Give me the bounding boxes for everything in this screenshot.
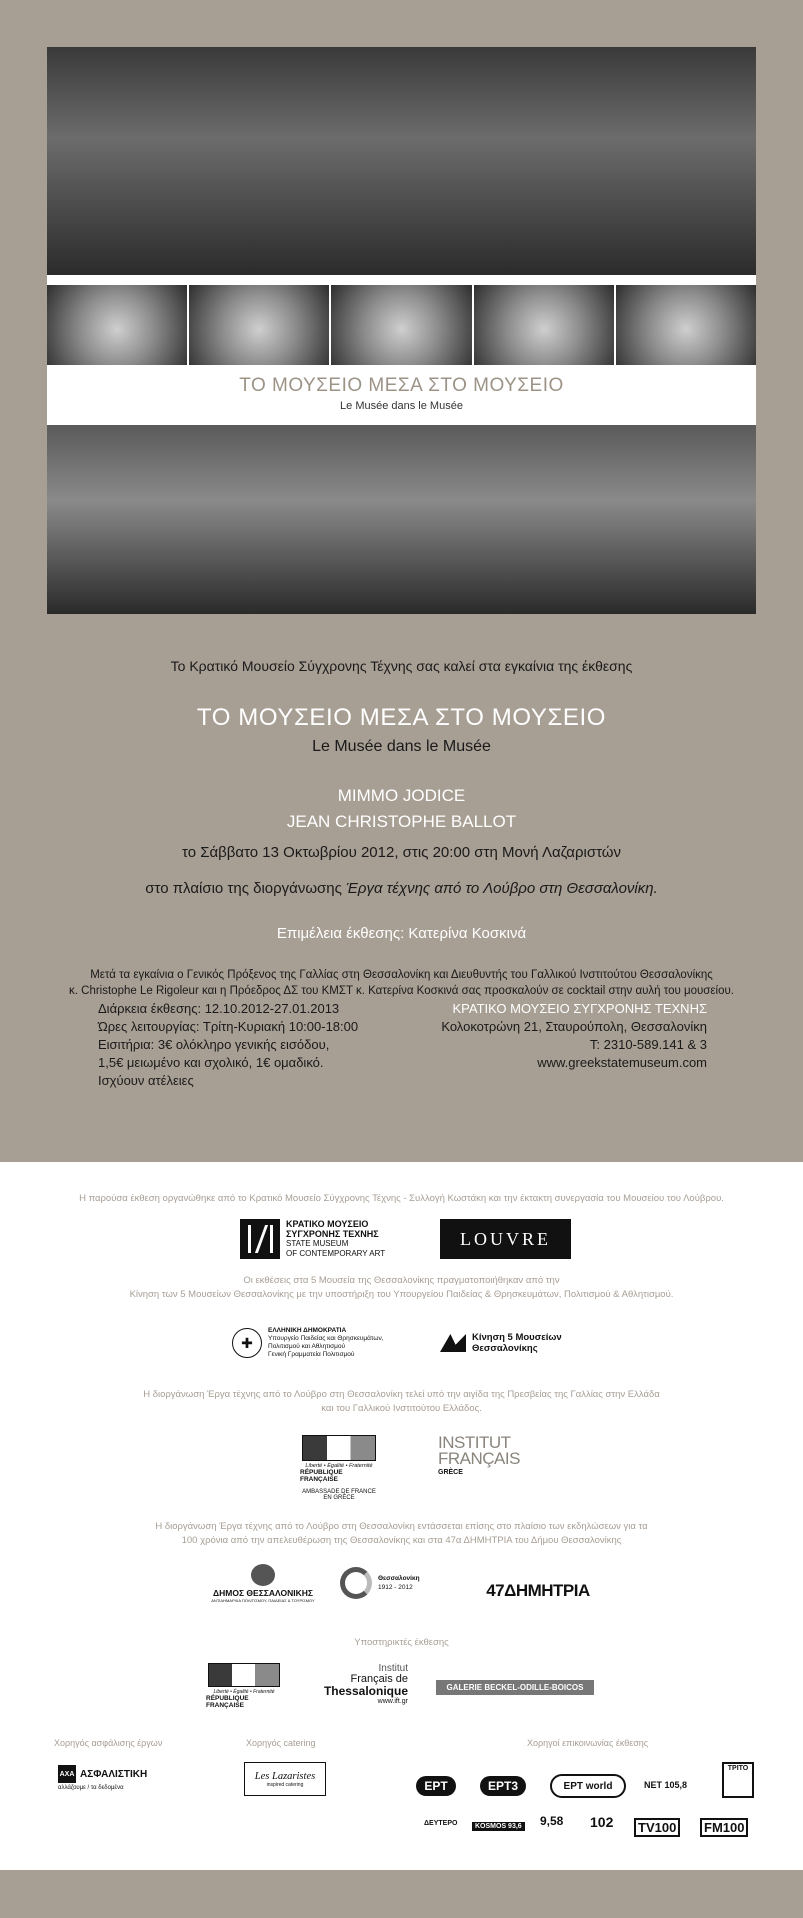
net-logo: NET 105,8 bbox=[644, 1780, 688, 1790]
trito-logo: ΤΡΙΤΟ bbox=[722, 1762, 754, 1798]
museum-website[interactable]: www.greekstatemuseum.com bbox=[537, 1055, 707, 1070]
museums-note: Οι εκθέσεις στα 5 Μουσεία της Θεσσαλονίκης πραγματοποιήθηκαν από την Κίνηση των 5 Μουσείων Θεσσαλονίκης με την υποστήριξη του Υπουργείου Παιδείας & Θρησκευμάτων, Πολιτισμού & Αθλητισμού. bbox=[129, 1275, 674, 1300]
axa-mark-icon: AXA bbox=[58, 1765, 76, 1783]
artist-name: MIMMO JODICE bbox=[337, 786, 466, 805]
anniversary-note: Η διοργάνωση Έργα τέχνης από το Λούβρο στη Θεσσαλονίκη εντάσσεται επίσης στο πλαίσιο των εκδηλώσεων για τα 100 χρόνια από την απελευθέρωση της Θεσσαλονίκης και στα 47α ΔΗΜΗΤΡΙΑ του Δήμου Θεσσαλονίκης bbox=[155, 1521, 648, 1546]
thessaloniki-2012-logo: Θεσσαλονίκη 1912 - 2012 bbox=[340, 1562, 440, 1604]
ministry-logo: ✚ ΕΛΛΗΝΙΚΗ ΔΗΜΟΚΡΑΤΙΑ Υπουργείο Παιδείας και Θρησκευμάτων, Πολιτισμού και Αθλητισμού Γενική Γραμματεία Πολιτισμού bbox=[232, 1326, 392, 1360]
dimos-logo: ΔΗΜΟΣ ΘΕΣΣΑΛΟΝΙΚΗΣ ΑΝΤΙΔΗΜΑΡΧΙΑ ΠΟΛΙΤΙΣΜΟΥ, ΠΑΙΔΕΙΑΣ & ΤΟΥΡΙΣΜΟΥ bbox=[206, 1560, 320, 1606]
portrait bbox=[474, 285, 616, 365]
museum-address: Κολοκοτρώνη 21, Σταυρούπολη, Θεσσαλονίκη bbox=[441, 1019, 707, 1034]
galerie-logo: GALERIE BECKEL-ODILLE-BOICOS bbox=[436, 1680, 594, 1695]
institut-francais-logo: INSTITUT FRANÇAIS GRÈCE bbox=[438, 1432, 520, 1476]
embassy-logo: Liberté • Égalité • Fraternité RÉPUBLIQUE FRANÇAISE AMBASSADE DE FRANCE EN GRÈCE bbox=[300, 1434, 378, 1502]
vault-photo bbox=[47, 47, 756, 275]
kmst-logo bbox=[240, 1217, 400, 1261]
five-museums-mark-icon bbox=[440, 1334, 466, 1352]
lazaristes-logo: Les Lazaristes inspired catering bbox=[244, 1762, 326, 1796]
portrait bbox=[47, 285, 189, 365]
opening-hours: Ώρες λειτουργίας: Τρίτη-Κυριακή 10:00-18:00 bbox=[98, 1019, 359, 1034]
portrait-strip bbox=[47, 285, 756, 365]
kmst-logo-text: OF CONTEMPORARY ART bbox=[286, 1249, 386, 1258]
hero-title: ΤΟ ΜΟΥΣΕΙΟ ΜΕΣΑ ΣΤΟ ΜΟΥΣΕΙΟ bbox=[239, 375, 564, 396]
supporters-label: Υποστηρικτές έκθεσης bbox=[354, 1637, 449, 1648]
axa-logo: AXA ΑΣΦΑΛΙΣΤΙΚΗ αλλάζουμε / τα δεδομένα bbox=[58, 1762, 162, 1794]
admission: Ισχύουν ατέλειες bbox=[98, 1073, 194, 1088]
duration: Διάρκεια έκθεσης: 12.10.2012-27.01.2013 bbox=[98, 1001, 340, 1016]
exhibition-title: ΤΟ ΜΟΥΣΕΙΟ ΜΕΣΑ ΣΤΟ ΜΟΥΣΕΙΟ bbox=[196, 704, 607, 731]
reception-text: Μετά τα εγκαίνια ο Γενικός Πρόξενος της Γαλλίας στη Θεσσαλονίκη και Διευθυντής του Γαλλικού Ινστιτούτου Θεσσαλονίκης bbox=[90, 969, 713, 981]
hero-subtitle: Le Musée dans le Musée bbox=[340, 400, 463, 412]
exhibition-subtitle: Le Musée dans le Musée bbox=[312, 738, 491, 755]
kmst-mark-icon bbox=[240, 1219, 280, 1259]
hero-image bbox=[47, 47, 756, 614]
ert-logo: ΕΡΤ bbox=[416, 1776, 456, 1796]
catering-label: Χορηγός catering bbox=[246, 1738, 316, 1748]
kosmos-logo: KOSMOS 93,6 bbox=[472, 1822, 525, 1831]
kmst-logo-text: ΚΡΑΤΙΚΟ ΜΟΥΣΕΙΟ bbox=[286, 1219, 369, 1229]
fm100-logo: FM100 bbox=[700, 1818, 748, 1837]
greek-emblem-icon: ✚ bbox=[232, 1328, 262, 1358]
admission: 1,5€ μειωμένο και σχολικό, 1€ ομαδικό. bbox=[98, 1055, 324, 1070]
opening-date: το Σάββατο 13 Οκτωβρίου 2012, στις 20:00 στη Μονή Λαζαριστών bbox=[181, 844, 622, 861]
thessaloniki-mark-icon bbox=[340, 1567, 372, 1599]
reception-text: κ. Christophe Le Rigoleur και η Πρόεδρος ΔΣ του ΚΜΣΤ κ. Κατερίνα Κοσκινά σας προσκαλούν σε cocktail στην αυλή του μουσείου. bbox=[69, 985, 734, 997]
alexander-head-icon bbox=[251, 1564, 275, 1586]
museum-name: ΚΡΑΤΙΚΟ ΜΟΥΣΕΙΟ ΣΥΓΧΡΟΝΗΣ ΤΕΧΝΗΣ bbox=[452, 1001, 707, 1016]
invite-intro: Το Κρατικό Μουσείο Σύγχρονης Τέχνης σας καλεί στα εγκαίνια της έκθεσης bbox=[170, 658, 633, 674]
radio102-logo: 102 bbox=[590, 1814, 614, 1830]
ert3-logo: ΕΡΤ3 bbox=[480, 1776, 526, 1796]
footer-band bbox=[0, 1870, 803, 1918]
marianne-icon bbox=[302, 1435, 376, 1461]
louvre-logo: LOUVRE bbox=[440, 1219, 571, 1259]
portrait bbox=[616, 285, 756, 365]
visitor-info bbox=[98, 1000, 358, 1090]
title-band bbox=[47, 365, 756, 425]
republique-francaise-logo: Liberté • Égalité • Fraternité RÉPUBLIQUE FRANÇAISE bbox=[206, 1662, 282, 1710]
opening-context: στο πλαίσιο της διοργάνωσης Έργα τέχνης από το Λούβρο στη Θεσσαλονίκη. bbox=[145, 880, 658, 897]
insurance-label: Χορηγός ασφάλισης έργων bbox=[54, 1738, 163, 1748]
artist-name: JEAN CHRISTOPHE BALLOT bbox=[286, 812, 517, 831]
admission: Εισιτήρια: 3€ ολόκληρο γενικής εισόδου, bbox=[98, 1037, 330, 1052]
tv100-logo: TV100 bbox=[634, 1818, 680, 1837]
radio958-logo: 9,58 bbox=[540, 1814, 564, 1828]
ert-world-logo: ΕΡΤ world bbox=[550, 1774, 626, 1798]
portrait bbox=[331, 285, 473, 365]
portrait bbox=[189, 285, 331, 365]
museum-contact bbox=[441, 1000, 707, 1072]
deftero-logo: ΔΕΥΤΕΡΟ bbox=[424, 1820, 458, 1827]
gallery-photo bbox=[47, 425, 756, 614]
patronage-note: Η διοργάνωση Έργα τέχνης από το Λούβρο στη Θεσσαλονίκη τελεί υπό την αιγίδα της Πρεσβείας της Γαλλίας στην Ελλάδα και του Γαλλικού Ινστιτούτου Ελλάδος. bbox=[143, 1389, 660, 1414]
curator: Επιμέλεια έκθεσης: Κατερίνα Κοσκινά bbox=[276, 925, 527, 942]
ift-logo: Institut Français de Thessalonique www.ift.gr bbox=[323, 1663, 408, 1705]
organizer-note: Η παρούσα έκθεση οργανώθηκε από το Κρατικό Μουσείο Σύγχρονης Τέχνης - Συλλογή Κωστάκη και την έκτακτη συνεργασία του Μουσείου του Λούβρου. bbox=[79, 1193, 724, 1204]
kmst-logo-text: ΣΥΓΧΡΟΝΗΣ ΤΕΧΝΗΣ bbox=[286, 1229, 379, 1239]
divider bbox=[47, 275, 756, 285]
media-label: Χορηγοί επικοινωνίας έκθεσης bbox=[527, 1738, 649, 1748]
kmst-logo-text: STATE MUSEUM bbox=[286, 1239, 349, 1248]
museum-phone: Τ: 2310-589.141 & 3 bbox=[589, 1037, 707, 1052]
dimitria-logo: 47ΔΗΜΗΤΡΙΑ bbox=[486, 1581, 590, 1600]
marianne-icon bbox=[208, 1663, 280, 1687]
five-museums-logo: Κίνηση 5 Μουσείων Θεσσαλονίκης bbox=[440, 1328, 580, 1358]
